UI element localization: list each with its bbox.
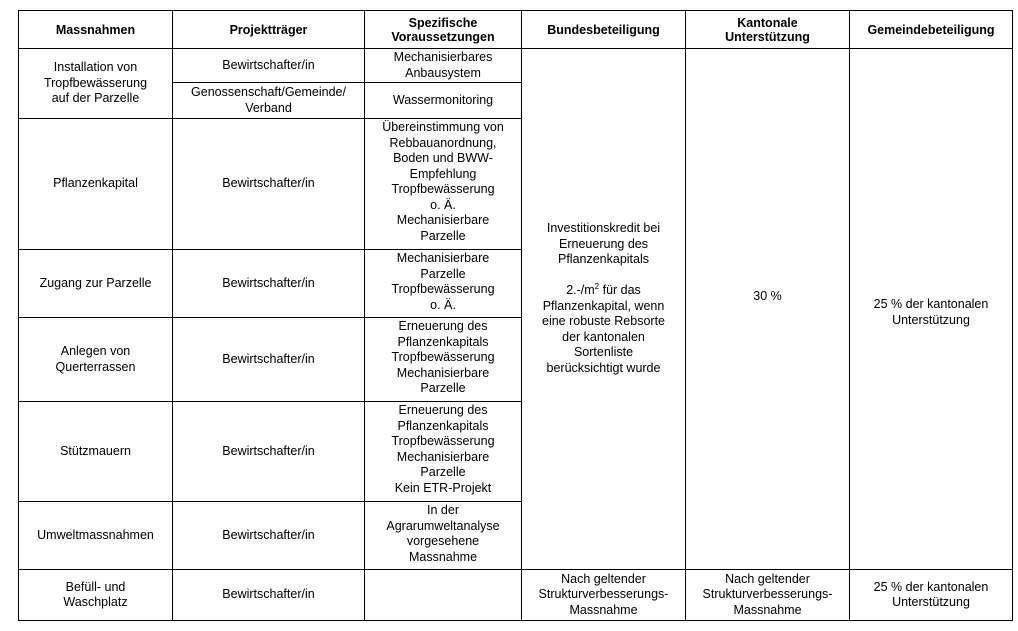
cell-traeger: Bewirtschafter/in	[173, 570, 365, 621]
cell-kantonale-unterstuetzung: Nach geltender Strukturverbesserungs- Massnahme	[686, 570, 850, 621]
table-row	[19, 49, 1013, 83]
cell-bundesbeteiligung: Nach geltender Strukturverbesserungs- Massnahme	[522, 570, 686, 621]
cell-massnahme: Stützmauern	[19, 402, 173, 502]
bund-beitrag-prefix: 2.-/m	[566, 283, 595, 297]
cell-massnahme: Umweltmassnahmen	[19, 502, 173, 570]
massnahmen-table	[18, 10, 1013, 621]
header-gemeindebeteiligung: Gemeindebeteiligung	[850, 11, 1013, 49]
cell-gemeindebeteiligung-merged: 25 % der kantonalen Unterstützung	[850, 49, 1013, 570]
cell-massnahme: Befüll- und Waschplatz	[19, 570, 173, 621]
cell-kantonale-unterstuetzung-merged: 30 %	[686, 49, 850, 570]
cell-traeger: Bewirtschafter/in	[173, 49, 365, 83]
bund-beitrag-text: für das Pflanzenkapital, wenn eine robuste Rebsorte der kantonalen Sortenliste berücksichtigt wurde	[542, 283, 665, 375]
bund-kredit-text: Investitionskredit bei Erneuerung des Pflanzenkapitals	[546, 221, 661, 266]
cell-traeger: Bewirtschafter/in	[173, 250, 365, 318]
cell-traeger: Bewirtschafter/in	[173, 318, 365, 402]
cell-bundesbeteiligung-merged	[522, 49, 686, 570]
cell-voraussetzungen: Erneuerung des Pflanzenkapitals Tropfbewässerung Mechanisierbare Parzelle Kein ETR-Projekt	[365, 402, 522, 502]
cell-traeger: Bewirtschafter/in	[173, 119, 365, 250]
table-row	[19, 570, 1013, 621]
cell-traeger: Bewirtschafter/in	[173, 502, 365, 570]
header-voraussetzungen: Spezifische Voraussetzungen	[365, 11, 522, 49]
header-kantonale-unterstuetzung: Kantonale Unterstützung	[686, 11, 850, 49]
cell-massnahme: Anlegen von Querterrassen	[19, 318, 173, 402]
header-massnahmen: Massnahmen	[19, 11, 173, 49]
cell-massnahme: Pflanzenkapital	[19, 119, 173, 250]
cell-gemeindebeteiligung: 25 % der kantonalen Unterstützung	[850, 570, 1013, 621]
header-row	[19, 11, 1013, 49]
cell-voraussetzungen: Mechanisierbares Anbausystem	[365, 49, 522, 83]
cell-voraussetzungen: Übereinstimmung von Rebbauanordnung, Boden und BWW- Empfehlung Tropfbewässerung o. Ä. Mechanisierbare Parzelle	[365, 119, 522, 250]
header-projekttraeger: Projektträger	[173, 11, 365, 49]
cell-voraussetzungen: Erneuerung des Pflanzenkapitals Tropfbewässerung Mechanisierbare Parzelle	[365, 318, 522, 402]
cell-voraussetzungen: Wassermonitoring	[365, 83, 522, 119]
cell-voraussetzungen	[365, 570, 522, 621]
bund-beitrag-superscript: 2	[594, 281, 600, 291]
cell-voraussetzungen: Mechanisierbare Parzelle Tropfbewässerung o. Ä.	[365, 250, 522, 318]
cell-massnahme: Zugang zur Parzelle	[19, 250, 173, 318]
cell-traeger: Bewirtschafter/in	[173, 402, 365, 502]
header-bundesbeteiligung: Bundesbeteiligung	[522, 11, 686, 49]
cell-massnahme: Installation von Tropfbewässerung auf der Parzelle	[19, 49, 173, 119]
cell-traeger: Genossenschaft/Gemeinde/ Verband	[173, 83, 365, 119]
cell-voraussetzungen: In der Agrarumweltanalyse vorgesehene Massnahme	[365, 502, 522, 570]
